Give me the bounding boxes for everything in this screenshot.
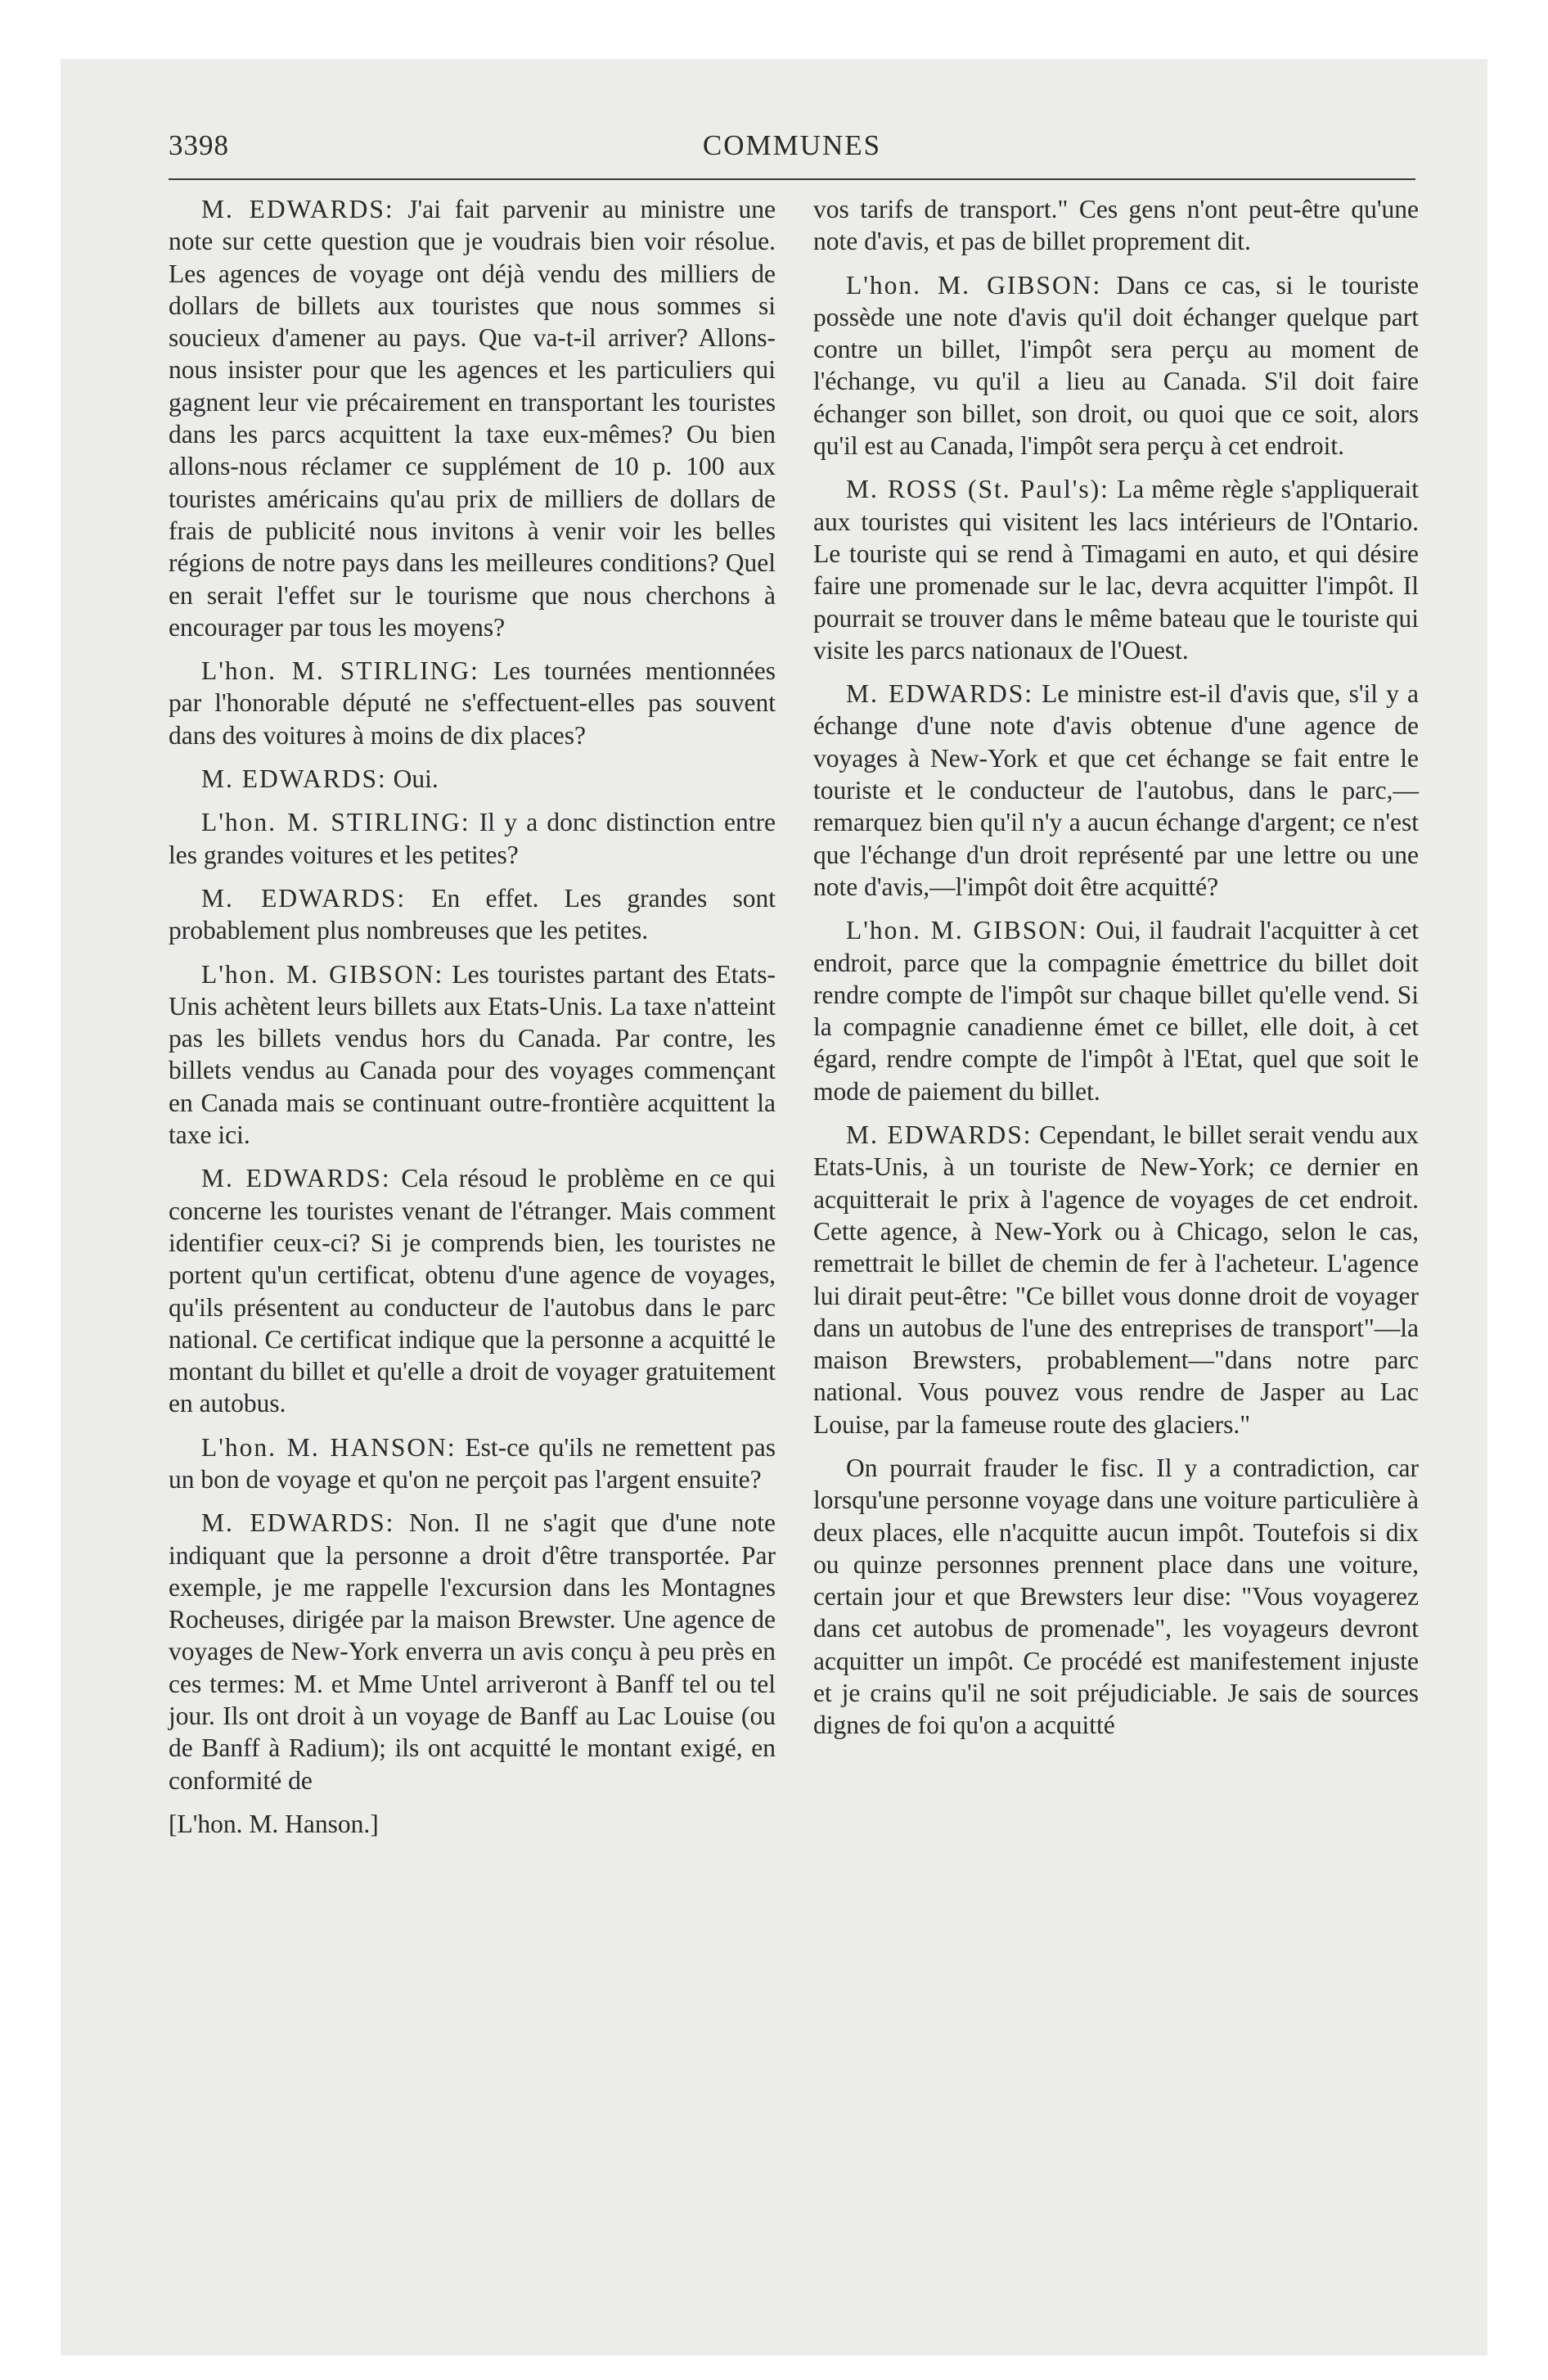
paragraph [813,193,1419,258]
speech: Oui, il faudrait l'acquitter à cet endroit, parce que la compagnie émettrice du billet doit rendre compte de l'impôt sur chaque billet qu'elle vend. Si la compagnie canadienne émet ce billet, elle doit, à cet égard, rendre compte de l'impôt à l'Etat, quel que soit le mode de paiement du billet. [813,916,1419,1106]
speaker: M. EDWARDS: [846,679,1033,709]
speech: Est-ce qu'ils ne remettent pas un bon de voyage et qu'on ne perçoit pas l'argent ensuite? [169,1432,776,1494]
left-column [169,193,776,1851]
speaker: M. ROSS (St. Paul's): [846,475,1109,504]
speech: Les touristes partant des Etats-Unis achètent leurs billets aux Etats-Unis. La taxe n'atteint pas les billets vendus hors du Canada. Par contre, les billets vendus au Canada pour des voyages commençant en Canada mais se continuant outre-frontière acquittent la taxe ici. [169,959,776,1150]
speaker: L'hon. M. GIBSON: [846,270,1102,300]
paragraph [169,763,776,795]
speaker: L'hon. M. STIRLING: [201,656,479,686]
speech: En effet. Les grandes sont probablement plus nombreuses que les petites. [169,883,776,945]
speaker: L'hon. M. GIBSON: [201,959,444,989]
header-rule [169,178,1415,180]
paragraph [169,193,776,643]
right-column [813,193,1419,1753]
speech: vos tarifs de transport." Ces gens n'ont peut-être qu'une note d'avis, et pas de billet proprement dit. [813,195,1419,256]
paragraph [169,1431,776,1496]
paragraph [169,958,776,1152]
speech: Dans ce cas, si le touriste possède une note d'avis qu'il doit échanger quelque part contre un billet, l'impôt sera perçu au moment de l'échange, vu qu'il a lieu au Canada. S'il doit faire échanger son billet, son droit, ou quoi que ce soit, alors qu'il est au Canada, l'impôt sera perçu à cet endroit. [813,270,1419,461]
speech: Il y a donc distinction entre les grandes voitures et les petites? [169,808,776,869]
speaker: M. EDWARDS: [201,1508,395,1538]
speaker: M. EDWARDS: [201,1164,391,1193]
speaker: L'hon. M. HANSON: [201,1432,457,1462]
speech: Cela résoud le problème en ce qui concerne les touristes venant de l'étranger. Mais comment identifier ceux-ci? Si je comprends bien, les touristes ne portent qu'un certificat, obtenu d'une agence de voyages, qu'ils présentent au conducteur de l'autobus dans le parc national. Ce certificat indique que la personne a acquitté le montant du billet et qu'elle a droit de voyager gratuitement en autobus. [169,1164,776,1418]
page-header [169,129,1415,165]
paragraph [813,1119,1419,1440]
speech: La même règle s'appliquerait aux touristes qui visitent les lacs intérieurs de l'Ontario. Le touriste qui se rend à Timagami en auto, et qui désire faire une promenade sur le lac, devra acquitter l'impôt. Il pourrait se trouver dans le même bateau que le touriste qui visite les parcs nationaux de l'Ouest. [813,475,1419,665]
paragraph [169,1507,776,1796]
paragraph [813,473,1419,666]
paragraph [169,806,776,871]
running-head: COMMUNES [702,129,882,161]
paragraph [813,914,1419,1107]
speech: Oui. [386,764,439,794]
speaker: M. EDWARDS: [201,195,394,223]
speech: J'ai fait parvenir au ministre une note sur cette question que je voudrais bien voir résolue. Les agences de voyage ont déjà vendu des milliers de dollars de billets aux touristes que nous sommes si soucieux d'amener au pays. Que va-t-il arriver? Allons-nous insister pour que les agences et les particuliers qui gagnent leur vie précairement en transportant les touristes dans les parcs acquittent la taxe eux-mêmes? Ou bien allons-nous réclamer ce supplément de 10 p. 100 aux touristes américains qu'au prix de milliers de dollars de frais de publicité nous invitons à venir voir les belles régions de notre pays dans les meilleures conditions? Quel en serait l'effet sur le tourisme que nous cherchons à encourager par tous les moyens? [169,195,776,642]
paragraph [813,1452,1419,1742]
speaker: L'hon. M. GIBSON: [846,916,1088,945]
paragraph [813,269,1419,462]
paragraph [169,882,776,947]
speaker: L'hon. M. STIRLING: [201,808,470,837]
speech: Cependant, le billet serait vendu aux Etats-Unis, à un touriste de New-York; ce dernier en acquitterait le prix à l'agence de voyages de cet endroit. Cette agence, à New-York ou à Chicago, selon le cas, remettrait le billet de chemin de fer à l'acheteur. L'agence lui dirait peut-être: "Ce billet vous donne droit de voyager dans un autobus de l'une des entreprises de transport"—la maison Brewsters, probablement—"dans notre parc national. Vous pouvez vous rendre de Jasper au Lac Louise, par la fameuse route des glaciers." [813,1120,1419,1439]
paragraph [169,655,776,751]
speaker: M. EDWARDS: [846,1120,1033,1150]
speech: Le ministre est-il d'avis que, s'il y a échange d'une note d'avis obtenue d'une agence de voyages à New-York et que cet échange se fait entre le touriste et le conducteur de l'autobus, dans le parc,—remarquez bien qu'il n'y a aucun échange d'argent; ce n'est que l'échange d'un droit représenté par une lettre ou une note d'avis,—l'impôt doit être acquitté? [813,679,1419,901]
page-number: 3398 [169,129,229,161]
speaker: M. EDWARDS: [201,883,407,913]
paragraph [813,678,1419,903]
speech: Les tournées mentionnées par l'honorable député ne s'effectuent-elles pas souvent dans des voitures à moins de dix places? [169,656,776,750]
speech: Non. Il ne s'agit que d'une note indiquant que la personne a droit d'être transportée. Par exemple, je me rappelle l'excursion dans les Montagnes Rocheuses, dirigée par la maison Brewster. Une agence de voyages de New-York enverra un avis conçu à peu près en ces termes: M. et Mme Untel arriveront à Banff tel ou tel jour. Ils ont droit à un voyage de Banff au Lac Louise (ou de Banff à Radium); ils ont acquitté le montant exigé, en conformité de [169,1508,776,1795]
paragraph [169,1162,776,1419]
speaker: M. EDWARDS: [201,764,387,794]
speaker-signature: [L'hon. M. Hanson.] [169,1809,379,1838]
speech: On pourrait frauder le fisc. Il y a contradiction, car lorsqu'une personne voyage dans une voiture particulière à deux places, elle n'acquitte aucun impôt. Toutefois si dix ou quinze personnes prennent place dans une voiture, certain jour et que Brewsters leur dise: "Vous voyagerez dans cet autobus de promenade", les voyageurs devront acquitter un impôt. Ce procédé est manifestement injuste et je crains qu'il ne soit préjudiciable. Je sais de sources dignes de foi qu'on a acquitté [813,1453,1419,1740]
